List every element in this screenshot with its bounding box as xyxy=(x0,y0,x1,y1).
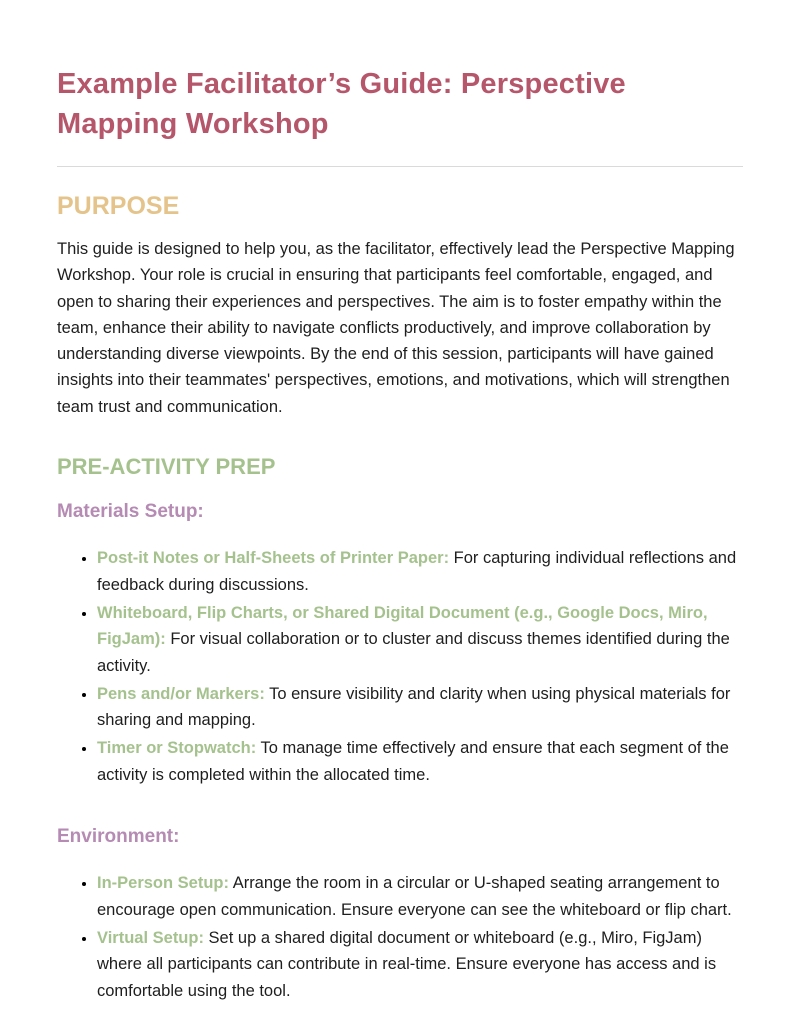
list-item-virtual-setup xyxy=(97,925,743,1005)
environment-list xyxy=(57,870,743,1004)
list-item-in-person-setup xyxy=(97,870,743,923)
list-item-label: Whiteboard, Flip Charts, or Shared Digital Document (e.g., Google Docs, Miro, FigJam): xyxy=(97,603,708,649)
divider xyxy=(57,166,743,167)
list-item-text: To manage time effectively and ensure that each segment of the activity is completed within the allocated time. xyxy=(97,739,729,784)
list-item-text: To ensure visibility and clarity when using physical materials for sharing and mapping. xyxy=(97,684,731,730)
list-item-timer xyxy=(97,735,743,788)
list-item-whiteboard xyxy=(97,600,743,680)
purpose-heading: PURPOSE xyxy=(57,192,180,220)
list-item-text: For capturing individual reflections and feedback during discussions. xyxy=(97,549,737,594)
environment-heading: Environment: xyxy=(57,826,180,848)
list-item-label: Post-it Notes or Half-Sheets of Printer Paper: xyxy=(97,549,450,568)
list-item-postit-notes xyxy=(97,545,743,598)
list-item-label: Timer or Stopwatch: xyxy=(97,739,257,758)
list-item-text: Set up a shared digital document or whiteboard (e.g., Miro, FigJam) where all participants can contribute in real-time. Ensure everyone has access and is comfortable using the tool. xyxy=(97,928,717,1000)
page-title: Example Facilitator’s Guide: Perspective Mapping Workshop xyxy=(57,68,626,140)
materials-setup-heading: Materials Setup: xyxy=(57,501,204,523)
materials-list xyxy=(57,545,743,788)
purpose-paragraph: This guide is designed to help you, as the facilitator, effectively lead the Perspective Mapping Workshop. Your role is crucial in ensuring that participants feel comfortable, engaged, and open to sharing their experiences and perspectives. The aim is to foster empathy within the team, enhance their ability to navigate conflicts productively, and improve collaboration by understanding diverse viewpoints. By the end of this session, participants will have gained insights into their teammates' perspectives, emotions, and motivations, which will strengthen team trust and communication. xyxy=(57,240,735,416)
list-item-label: In-Person Setup: xyxy=(97,874,230,893)
list-item-label: Virtual Setup: xyxy=(97,928,204,947)
list-item-pens-markers xyxy=(97,681,743,734)
list-item-text: Arrange the room in a circular or U-shaped seating arrangement to encourage open communication. Ensure everyone can see the whiteboard or flip chart. xyxy=(97,874,732,919)
list-item-text: For visual collaboration or to cluster and discuss themes identified during the activity. xyxy=(97,630,730,675)
list-item-label: Pens and/or Markers: xyxy=(97,684,265,703)
pre-activity-prep-heading: PRE-ACTIVITY PREP xyxy=(57,454,276,480)
